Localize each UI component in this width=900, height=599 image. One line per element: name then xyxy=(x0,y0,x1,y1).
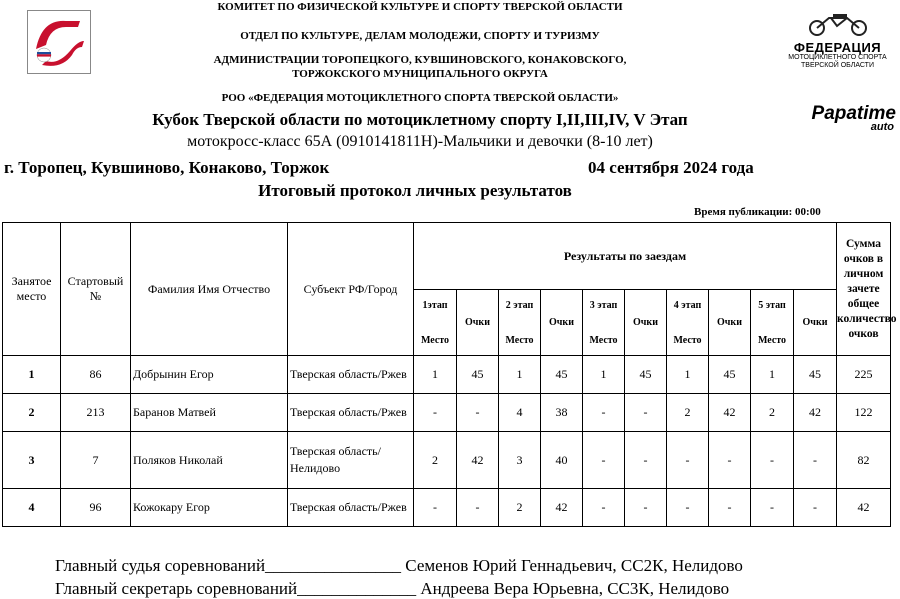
cell-stage: 45 xyxy=(709,356,751,394)
cell-stage: 45 xyxy=(541,356,583,394)
cell-stage: 1 xyxy=(667,356,709,394)
stage-4-place-label: Место xyxy=(673,334,702,346)
federation-logo-text3: ТВЕРСКОЙ ОБЛАСТИ xyxy=(801,62,874,69)
table-row xyxy=(3,432,891,489)
stage-1-place-header xyxy=(414,290,457,356)
cell-stage: - xyxy=(794,489,837,527)
header-line-1: КОМИТЕТ ПО ФИЗИЧЕСКОЙ КУЛЬТУРЕ И СПОРТУ ТВЕРСКОЙ ОБЛАСТИ xyxy=(217,1,623,13)
cell-stage: 2 xyxy=(499,489,541,527)
cell-stage: 42 xyxy=(794,394,837,432)
header-start-number: Стартовый № xyxy=(61,223,131,356)
stage-2-place-header xyxy=(499,290,541,356)
stage-4-name: 4 этап xyxy=(673,299,702,311)
cell-stage: 42 xyxy=(709,394,751,432)
table-row xyxy=(3,394,891,432)
stage-2-points-header: Очки xyxy=(541,290,583,356)
cell-sum: 122 xyxy=(837,394,891,432)
cell-stage: - xyxy=(667,489,709,527)
cell-sum: 82 xyxy=(837,432,891,489)
cell-name: Баранов Матвей xyxy=(131,394,288,432)
stage-3-points-header: Очки xyxy=(625,290,667,356)
stage-1-points-header: Очки xyxy=(457,290,499,356)
federation-logo-text1: ФЕДЕРАЦИЯ xyxy=(793,40,882,55)
chief-secretary-signature: Главный секретарь соревнований______________ Андреева Вера Юрьевна, СС3К, Нелидово xyxy=(55,579,730,598)
publish-time: Время публикации: 00:00 xyxy=(694,206,821,218)
header-region: Субъект РФ/Город xyxy=(288,223,414,356)
federation-logo-text2: МОТОЦИКЛЕТНОГО СПОРТА xyxy=(788,54,887,61)
papatime-logo-subtext: auto xyxy=(870,121,894,133)
protocol-title: Итоговый протокол личных результатов xyxy=(258,181,572,200)
cell-stage: 45 xyxy=(457,356,499,394)
cell-stage: - xyxy=(709,489,751,527)
cell-stage: 1 xyxy=(583,356,625,394)
cell-stage: - xyxy=(667,432,709,489)
papatime-logo-text: Papatime xyxy=(811,103,896,124)
stage-2-place-label: Место xyxy=(505,334,534,346)
cell-start: 213 xyxy=(61,394,131,432)
cell-stage: - xyxy=(583,432,625,489)
cell-stage: 2 xyxy=(414,432,457,489)
stage-5-points-header: Очки xyxy=(794,290,837,356)
chief-judge-signature: Главный судья соревнований________________ Семенов Юрий Геннадьевич, СС2К, Нелидово xyxy=(55,556,743,575)
stage-3-place-label: Место xyxy=(589,334,618,346)
cell-stage: - xyxy=(794,432,837,489)
cell-sum: 225 xyxy=(837,356,891,394)
cell-name: Кожокару Егор xyxy=(131,489,288,527)
cell-stage: 40 xyxy=(541,432,583,489)
stage-5-name: 5 этап xyxy=(758,299,786,311)
cell-region: Тверская область/Нелидово xyxy=(288,432,414,489)
cell-stage: - xyxy=(583,489,625,527)
cell-region: Тверская область/Ржев xyxy=(288,394,414,432)
document-title: Кубок Тверской области по мотоциклетному спорту I,II,III,IV, V Этап xyxy=(152,110,688,129)
header-full-name: Фамилия Имя Отчество xyxy=(131,223,288,356)
cell-stage: 1 xyxy=(414,356,457,394)
cell-place: 4 xyxy=(3,489,61,527)
cell-stage: 2 xyxy=(751,394,794,432)
cell-start: 86 xyxy=(61,356,131,394)
table-row xyxy=(3,489,891,527)
cell-stage: - xyxy=(414,489,457,527)
cell-stage: 2 xyxy=(667,394,709,432)
date: 04 сентября 2024 года xyxy=(588,158,754,177)
class-line: мотокросс-класс 65А (0910141811Н)-Мальчики и девочки (8-10 лет) xyxy=(187,133,653,150)
stage-2-name: 2 этап xyxy=(505,299,534,311)
cell-region: Тверская область/Ржев xyxy=(288,356,414,394)
stage-1-name: 1этап xyxy=(422,299,448,311)
cell-stage: 42 xyxy=(457,432,499,489)
header-line-5: РОО «ФЕДЕРАЦИЯ МОТОЦИКЛЕТНОГО СПОРТА ТВЕРСКОЙ ОБЛАСТИ» xyxy=(221,92,619,104)
cell-place: 1 xyxy=(3,356,61,394)
cell-place: 2 xyxy=(3,394,61,432)
header-results: Результаты по заездам xyxy=(414,223,837,290)
cell-stage: - xyxy=(625,432,667,489)
stage-5-place-header xyxy=(751,290,794,356)
cell-start: 96 xyxy=(61,489,131,527)
table-row xyxy=(3,356,891,394)
cell-stage: 45 xyxy=(625,356,667,394)
cell-stage: - xyxy=(457,489,499,527)
cell-name: Добрынин Егор xyxy=(131,356,288,394)
cell-stage: 38 xyxy=(541,394,583,432)
cell-sum: 42 xyxy=(837,489,891,527)
location: г. Торопец, Кувшиново, Конаково, Торжок xyxy=(4,158,330,177)
stage-4-place-header xyxy=(667,290,709,356)
stage-4-points-header: Очки xyxy=(709,290,751,356)
cell-stage: - xyxy=(625,489,667,527)
cell-place: 3 xyxy=(3,432,61,489)
cell-stage: - xyxy=(751,432,794,489)
header-line-2: ОТДЕЛ ПО КУЛЬТУРЕ, ДЕЛАМ МОЛОДЕЖИ, СПОРТУ И ТУРИЗМУ xyxy=(240,30,600,42)
cell-stage: 4 xyxy=(499,394,541,432)
stage-3-place-header xyxy=(583,290,625,356)
cell-stage: - xyxy=(625,394,667,432)
cell-stage: - xyxy=(751,489,794,527)
cell-stage: - xyxy=(583,394,625,432)
header-line-3: АДМИНИСТРАЦИИ ТОРОПЕЦКОГО, КУВШИНОВСКОГО, КОНАКОВСКОГО, xyxy=(213,54,627,66)
header-sum: Сумма очков в личном зачете общее количество очков xyxy=(837,223,891,356)
cell-stage: - xyxy=(457,394,499,432)
cell-stage: 3 xyxy=(499,432,541,489)
stage-3-name: 3 этап xyxy=(589,299,618,311)
cell-stage: 1 xyxy=(751,356,794,394)
cell-stage: 42 xyxy=(541,489,583,527)
stage-1-place-label: Место xyxy=(420,334,450,346)
cell-region: Тверская область/Ржев xyxy=(288,489,414,527)
cell-name: Поляков Николай xyxy=(131,432,288,489)
cell-stage: 45 xyxy=(794,356,837,394)
stage-5-place-label: Место xyxy=(757,334,787,346)
header-place: Занятое место xyxy=(3,223,61,356)
header-line-4: ТОРЖОКСКОГО МУНИЦИПАЛЬНОГО ОКРУГА xyxy=(292,68,548,80)
cell-start: 7 xyxy=(61,432,131,489)
cell-stage: - xyxy=(414,394,457,432)
results-table xyxy=(2,222,897,527)
cell-stage: 1 xyxy=(499,356,541,394)
cell-stage: - xyxy=(709,432,751,489)
